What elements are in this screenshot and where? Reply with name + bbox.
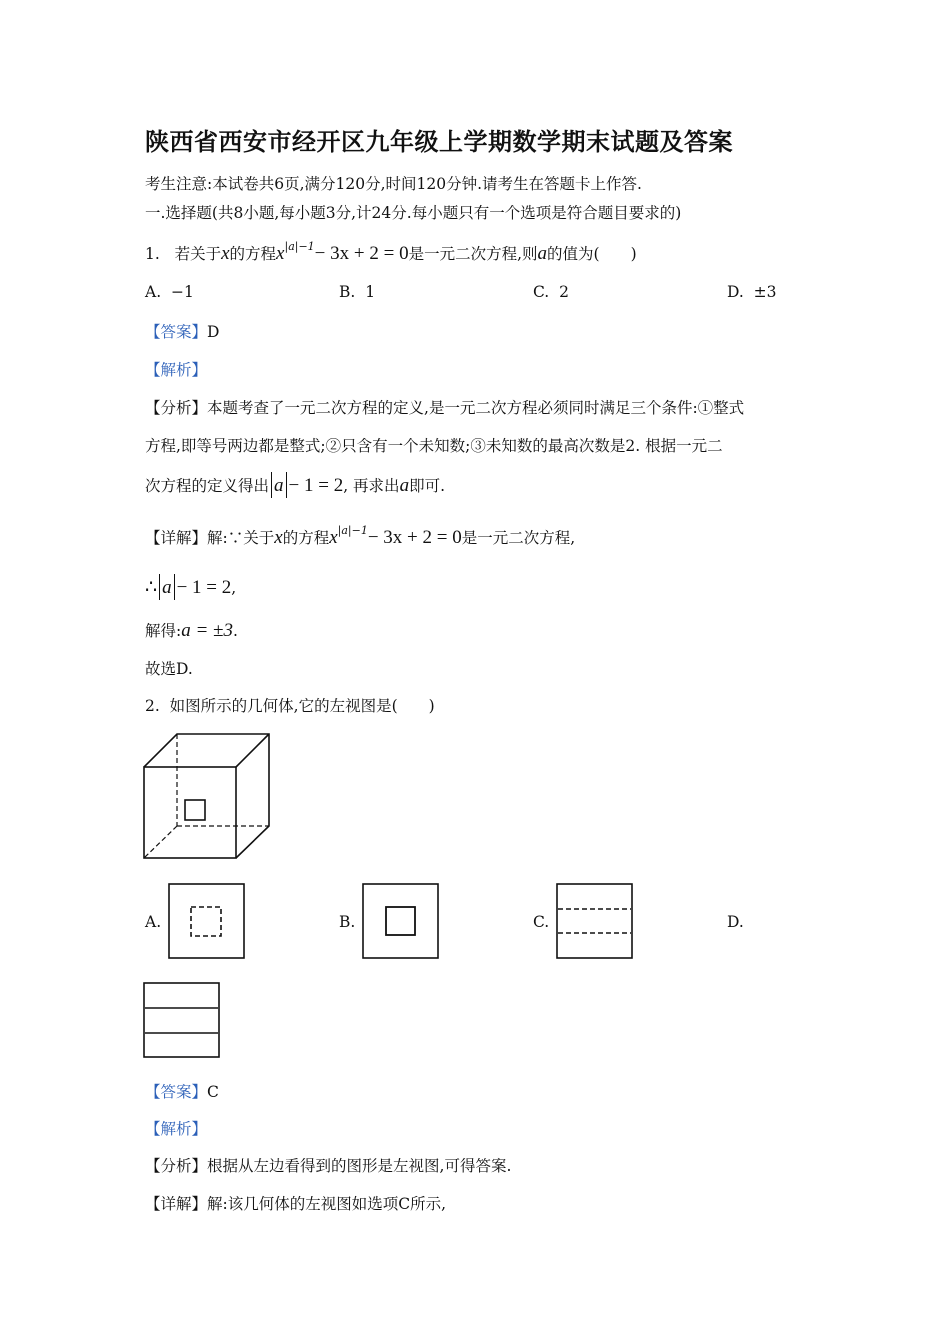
question-2	[145, 694, 435, 716]
equation-exponent: |a|−1	[284, 240, 315, 253]
equation-rest: − 3x + 2 = 0	[314, 243, 409, 264]
q1-option-a	[145, 283, 194, 301]
question-number: 2.	[145, 697, 160, 715]
answer-value: D	[207, 323, 220, 341]
question-text: 是一元二次方程,则	[408, 245, 538, 263]
abs-bar-left	[271, 472, 272, 498]
q1-fenxi-line-1	[145, 396, 744, 418]
option-value: 1	[365, 283, 376, 301]
option-value: ±3	[753, 283, 777, 301]
q2-option-d-figure	[143, 982, 221, 1060]
question-1	[145, 240, 637, 265]
abs-bar-right	[286, 472, 287, 498]
q1-detail-line-3	[145, 619, 238, 642]
q2-option-d-label: D.	[727, 913, 744, 931]
variable-x: x	[221, 243, 230, 264]
therefore-symbol: ∴	[145, 577, 158, 598]
option-value: 2	[559, 283, 569, 301]
fenxi-text: 本题考查了一元二次方程的定义,是一元二次方程必须同时满足三个条件:①整式	[207, 399, 745, 417]
detail-text: ,	[231, 579, 237, 597]
option-label: C.	[533, 283, 550, 301]
q1-conclusion: 故选D.	[145, 660, 193, 678]
solution-equation: a = ±3	[181, 620, 233, 641]
variable-x: x	[274, 527, 283, 548]
q2-option-a-label: A.	[145, 913, 162, 931]
fenxi-text: 即可.	[409, 477, 445, 495]
section-heading: 一.选择题(共8小题,每小题3分,计24分.每小题只有一个选项是符合题目要求的)	[145, 204, 682, 222]
abs-variable-a: a	[274, 475, 284, 496]
fenxi-text: 次方程的定义得出	[145, 477, 270, 495]
detail-tag: 【详解】	[145, 529, 208, 547]
option-label: D.	[727, 283, 744, 301]
detail-text: .	[232, 622, 238, 640]
q1-detail-line-1	[145, 524, 575, 549]
q2-answer	[145, 1080, 219, 1102]
detail-text: 是一元二次方程,	[461, 529, 576, 547]
q1-option-d	[727, 283, 777, 301]
cube-square-hole	[185, 800, 205, 820]
question-text: 如图所示的几何体,它的左视图是( )	[169, 697, 435, 715]
fenxi-tag: 【分析】	[145, 399, 208, 417]
q2-detail	[145, 1192, 446, 1214]
page-title: 陕西省西安市经开区九年级上学期数学期末试题及答案	[145, 127, 733, 156]
variable-a: a	[537, 243, 548, 264]
equation-exponent: |a|−1	[337, 524, 368, 537]
answer-value: C	[207, 1083, 219, 1101]
detail-equation: − 1 = 2	[176, 577, 232, 598]
equation-rest: − 3x + 2 = 0	[367, 527, 462, 548]
q2-option-c-label: C.	[533, 913, 550, 931]
q2-analysis-tag: 【解析】	[145, 1120, 208, 1138]
q2-option-b-figure	[362, 883, 440, 961]
q2-option-b-label: B.	[339, 913, 356, 931]
detail-text: 解得:	[145, 622, 182, 640]
fenxi-text: 根据从左边看得到的图形是左视图,可得答案.	[207, 1157, 512, 1175]
abs-variable-a: a	[162, 577, 172, 598]
answer-tag: 【答案】	[145, 323, 208, 341]
q1-detail-line-2	[145, 574, 236, 600]
question-text: 的值为( )	[547, 245, 637, 263]
question-text: 的方程	[229, 245, 277, 263]
q1-analysis-tag: 【解析】	[145, 361, 208, 379]
q2-option-c-figure	[556, 883, 634, 961]
cube-top-edge	[236, 734, 269, 767]
detail-text: 解:∵关于	[207, 529, 275, 547]
option-label: A.	[145, 283, 162, 301]
option-value: −1	[170, 283, 194, 301]
detail-tag: 【详解】	[145, 1195, 208, 1213]
detail-text: 的方程	[282, 529, 330, 547]
q1-option-c	[533, 283, 569, 301]
abs-bar-left	[159, 574, 160, 600]
fenxi-text: , 再求出	[343, 477, 400, 495]
q2-option-a-figure	[168, 883, 246, 961]
question-number: 1.	[145, 245, 160, 263]
q1-option-b	[339, 283, 375, 301]
detail-text: 解:该几何体的左视图如选项C所示,	[207, 1195, 447, 1213]
q1-answer	[145, 320, 219, 342]
fenxi-tag: 【分析】	[145, 1157, 208, 1175]
cube-figure	[140, 730, 280, 865]
exam-notice: 考生注意:本试卷共6页,满分120分,时间120分钟.请考生在答题卡上作答.	[145, 175, 642, 193]
q1-fenxi-line-2: 方程,即等号两边都是整式;②只含有一个未知数;③未知数的最高次数是2. 根据一元二	[145, 437, 723, 455]
question-text: 若关于	[174, 245, 222, 263]
q1-fenxi-line-3	[145, 472, 445, 498]
equation-base: x	[329, 527, 338, 548]
option-label: B.	[339, 283, 356, 301]
abs-bar-right	[174, 574, 175, 600]
fenxi-equation: − 1 = 2	[288, 475, 344, 496]
equation-base: x	[276, 243, 285, 264]
variable-a: a	[399, 475, 410, 496]
answer-tag: 【答案】	[145, 1083, 208, 1101]
q2-fenxi	[145, 1154, 511, 1176]
